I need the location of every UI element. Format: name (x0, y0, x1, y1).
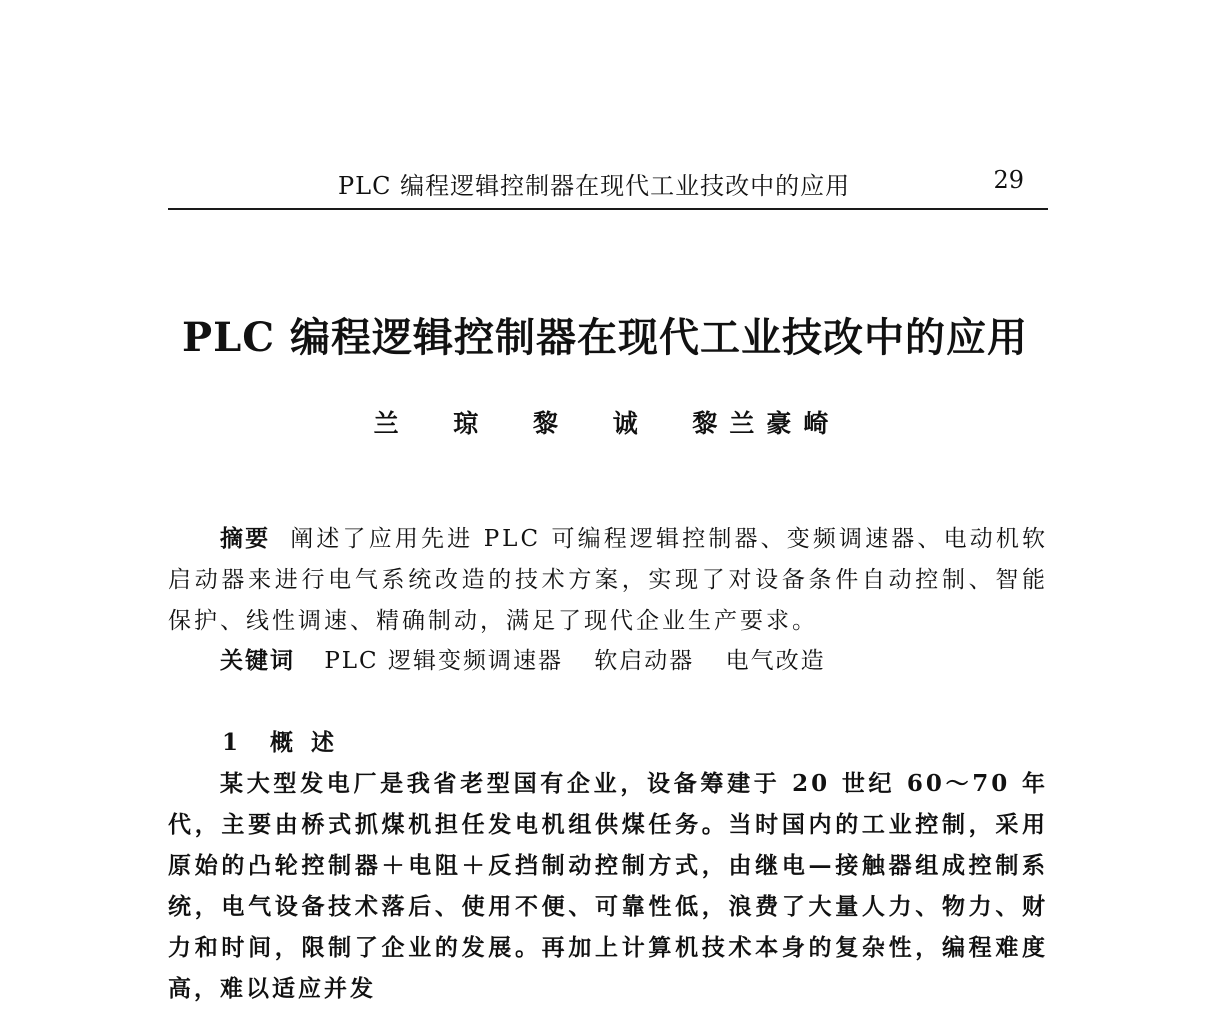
section-body: 某大型发电厂是我省老型国有企业，设备筹建于 20 世纪 60～70 年代，主要由桥式抓煤机担任发电机组供煤任务。当时国内的工业控制，采用原始的凸轮控制器＋电阻＋反挡制动控制方式，由继电—接触器组成控制系统，电气设备技术落后、使用不便、可靠性低，浪费了大量人力、物力、财力和时间，限制了企业的发展。再加上计算机技术本身的复杂性，编程难度高，难以适应并发 (168, 770, 1048, 1002)
abstract (168, 518, 1048, 642)
section-heading (222, 724, 352, 757)
abstract-text: 阐述了应用先进 PLC 可编程逻辑控制器、变频调速器、电动机软启动器来进行电气系统改造的技术方案，实现了对设备条件自动控制、智能保护、线性调速、精确制动，满足了现代企业生产要求。 (168, 526, 1048, 634)
running-title: PLC 编程逻辑控制器在现代工业技改中的应用 (338, 172, 851, 200)
section-number: 1 (222, 729, 241, 756)
paper-title: PLC 编程逻辑控制器在现代工业技改中的应用 (182, 314, 1028, 361)
keyword-item: 电气改造 (725, 648, 826, 674)
keyword-item: 软启动器 (594, 648, 695, 674)
keywords-label: 关键词 (220, 647, 295, 674)
running-header (168, 162, 1048, 210)
keyword-item: PLC 逻辑变频调速器 (324, 648, 563, 674)
section-title: 概述 (270, 729, 353, 756)
keywords (168, 640, 1048, 682)
abstract-label: 摘要 (220, 525, 271, 552)
page-number: 29 (993, 166, 1024, 194)
authors: 兰 琼 黎 诚 黎兰豪崎 (373, 409, 841, 438)
